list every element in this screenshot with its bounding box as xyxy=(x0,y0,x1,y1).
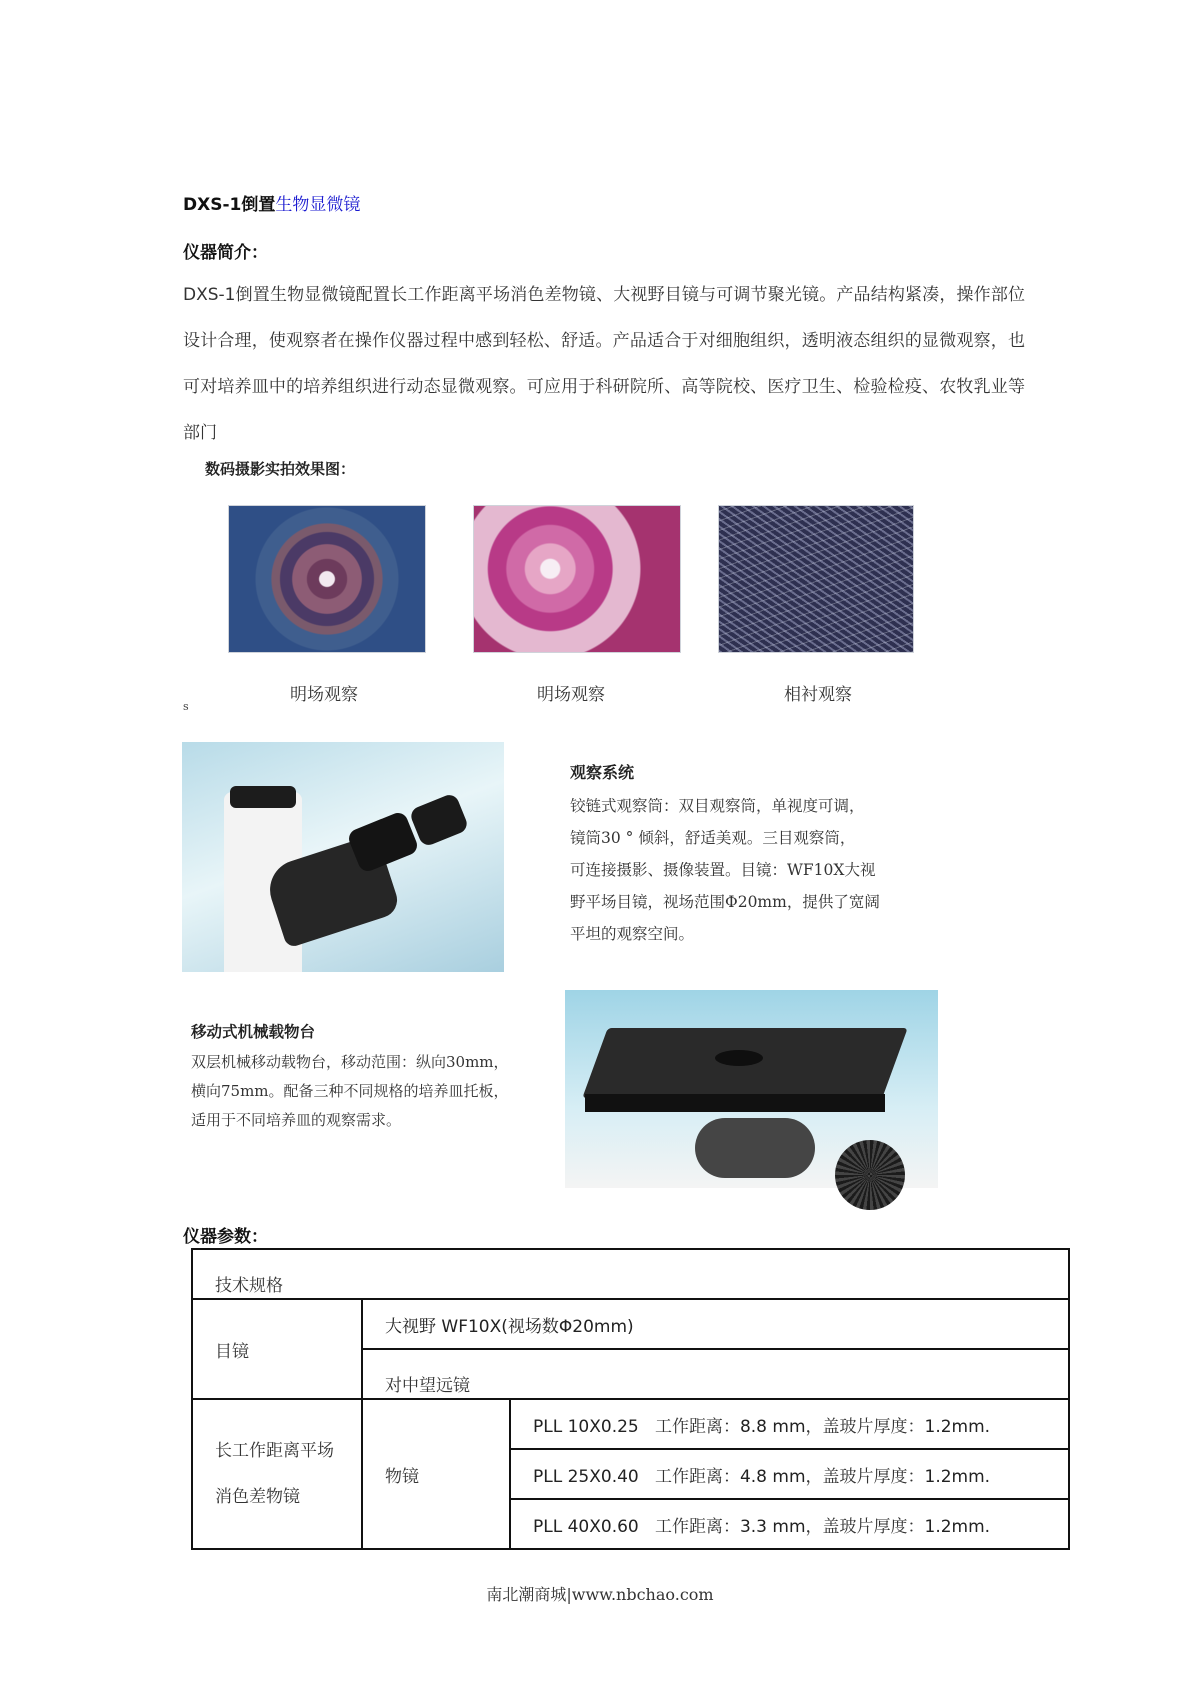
photo-heading: 数码摄影实拍效果图： xyxy=(205,460,356,478)
phase-contrast-sample-image xyxy=(718,505,914,653)
objective-cell xyxy=(510,1499,1069,1549)
objective-cover: 1.2mm. xyxy=(924,1516,991,1537)
objective-label: 物镜 xyxy=(362,1399,510,1549)
eyepiece-row: 对中望远镜 xyxy=(362,1349,1069,1399)
objective-group-label-line: 长工作距离平场 xyxy=(215,1441,334,1461)
stray-char: s xyxy=(183,700,189,713)
intro-text: 倒置生物显微镜配置长工作距离平场消色差物镜、大视野目镜与可调节聚光镜。产品结构紧凑，操作部位设计合理，使观察者在操作仪器过程中感到轻松、舒适。产品适合于对细胞组织，透明液态组织的显微观察，也可对培养皿中的培养组织进行动态显微观察。可应用于科研院所、高等院校、医疗卫生、检验检疫、农牧乳业等部门 xyxy=(183,285,1025,443)
objective-cover: 1.2mm. xyxy=(924,1466,991,1487)
intro-heading: 仪器简介： xyxy=(183,243,268,263)
objective-model: PLL 40X0.60 xyxy=(533,1516,639,1537)
stage-line: 适用于不同培养皿的观察需求。 xyxy=(191,1111,402,1129)
eyepiece-row: 大视野 WF10X(视场数Φ20mm) xyxy=(362,1299,1069,1349)
page-footer: 南北潮商城|www.nbchao.com xyxy=(486,1585,714,1604)
objective-wd: 4.8 mm xyxy=(739,1466,806,1487)
objective-cell xyxy=(510,1399,1069,1449)
objective-cover-label: ，盖玻片厚度： xyxy=(805,1416,925,1437)
table-row xyxy=(192,1249,1069,1299)
eyepiece-photo xyxy=(182,742,504,972)
observation-line: 野平场目镜，视场范围Φ20mm，提供了宽阔 xyxy=(570,893,880,911)
intro-paragraph xyxy=(183,272,1025,456)
objective-model: PLL 25X0.40 xyxy=(533,1466,639,1487)
observation-line: 平坦的观察空间。 xyxy=(570,925,695,943)
table-header: 技术规格 xyxy=(192,1249,1069,1299)
stage-text xyxy=(191,1048,531,1135)
objective-group-label-line: 消色差物镜 xyxy=(215,1487,300,1507)
observation-heading: 观察系统 xyxy=(570,763,635,782)
objective-cover-label: ，盖玻片厚度： xyxy=(805,1516,925,1537)
objective-cell xyxy=(510,1449,1069,1499)
title-link[interactable]: 生物显微镜 xyxy=(275,195,361,215)
intro-lead: DXS-1 xyxy=(183,285,236,305)
observation-line: 镜筒30 ° 倾斜，舒适美观。三目观察筒， xyxy=(570,829,856,847)
observation-text xyxy=(570,790,930,950)
title-prefix: DXS-1倒置 xyxy=(183,195,276,215)
parameters-heading: 仪器参数： xyxy=(183,1227,268,1247)
page-title xyxy=(183,190,360,215)
objective-model: PLL 10X0.25 xyxy=(533,1416,639,1437)
table-row xyxy=(192,1299,1069,1349)
objective-cover: 1.2mm. xyxy=(924,1416,991,1437)
stage-line: 横向75mm。配备三种不同规格的培养皿托板， xyxy=(191,1082,509,1100)
observation-line: 铰链式观察筒：双目观察筒，单视度可调， xyxy=(570,797,865,815)
objective-group-label xyxy=(192,1399,362,1549)
spec-table xyxy=(191,1248,1070,1550)
caption-1: 明场观察 xyxy=(290,685,358,705)
brightfield-sample-image-1 xyxy=(228,505,426,653)
objective-wd-label: 工作距离： xyxy=(654,1466,740,1487)
table-row xyxy=(192,1399,1069,1449)
brightfield-sample-image-2 xyxy=(473,505,681,653)
caption-2: 明场观察 xyxy=(537,685,605,705)
stage-heading: 移动式机械载物台 xyxy=(191,1022,316,1041)
objective-wd: 3.3 mm xyxy=(739,1516,806,1537)
objective-wd: 8.8 mm xyxy=(739,1416,806,1437)
observation-line: 可连接摄影、摄像装置。目镜：WF10X大视 xyxy=(570,861,876,879)
caption-3: 相衬观察 xyxy=(784,685,852,705)
stage-photo xyxy=(565,990,938,1188)
eyepiece-label: 目镜 xyxy=(192,1299,362,1399)
stage-line: 双层机械移动载物台，移动范围：纵向30mm， xyxy=(191,1053,509,1071)
objective-wd-label: 工作距离： xyxy=(654,1516,740,1537)
objective-cover-label: ，盖玻片厚度： xyxy=(805,1466,925,1487)
objective-wd-label: 工作距离： xyxy=(654,1416,740,1437)
